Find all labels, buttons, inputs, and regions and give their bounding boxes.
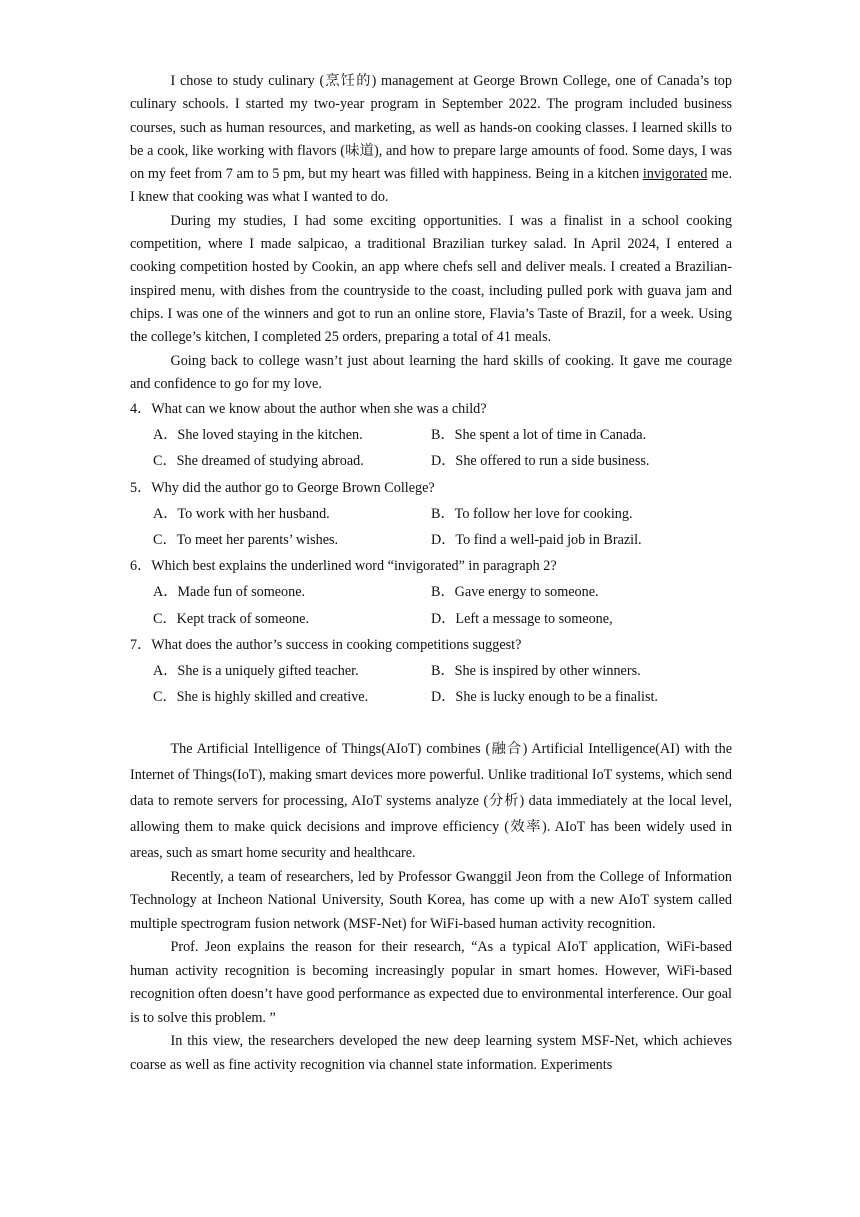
question-stem: 7．What does the author’s success in cooking competitions suggest?	[130, 636, 522, 653]
option-d[interactable]: D．To find a well-paid job in Brazil.	[431, 532, 642, 549]
option-c[interactable]: C．Kept track of someone.	[153, 610, 310, 627]
option-b[interactable]: B．She spent a lot of time in Canada.	[431, 427, 647, 444]
option-c[interactable]: C．She is highly skilled and creative.	[153, 689, 369, 706]
passage2-paragraph-2: Recently, a team of researchers, led by Professor Gwanggil Jeon from the College of Information Technology at Incheon National University, South Korea, has come up with a new AIoT system called multiple spectrogram fusion network (MSF-Net) for WiFi-based human activity recognition.	[130, 868, 732, 932]
option-d[interactable]: D．She offered to run a side business.	[431, 453, 650, 470]
question-5	[130, 475, 732, 554]
section-gap	[130, 711, 732, 736]
question-7	[130, 632, 732, 711]
option-d[interactable]: D．Left a message to someone,	[431, 610, 613, 627]
option-c[interactable]: C．She dreamed of studying abroad.	[153, 453, 364, 470]
question-4	[130, 396, 732, 475]
option-b[interactable]: B．She is inspired by other winners.	[431, 662, 641, 679]
passage2-paragraph-3: Prof. Jeon explains the reason for their research, “As a typical AIoT application, WiFi-based human activity recognition is becoming increasingly popular in smart homes. However, WiFi-based recognition often doesn’t have good performance as expected due to environmental interference. Our goal is to solve this problem. ”	[130, 939, 732, 1026]
question-stem: 5．Why did the author go to George Brown College?	[130, 479, 435, 496]
option-a[interactable]: A．Made fun of someone.	[153, 584, 306, 601]
question-stem: 4．What can we know about the author when she was a child?	[130, 401, 487, 418]
document-page	[130, 70, 732, 1077]
option-b[interactable]: B．To follow her love for cooking.	[431, 505, 633, 522]
passage2-paragraph-1: The Artificial Intelligence of Things(AIoT) combines (融合) Artificial Intelligence(AI) with the Internet of Things(IoT), making smart devices more powerful. Unlike traditional IoT systems, which send data to remote servers for processing, AIoT systems analyze (分析) data immediately at the local level, allowing them to make quick decisions and improve efficiency (效率). AIoT has been widely used in areas, such as smart home security and healthcare.	[130, 740, 732, 861]
passage2-paragraph-4: In this view, the researchers developed the new deep learning system MSF-Net, which achieves coarse as well as fine activity recognition via channel state information. Experiments	[130, 1033, 732, 1073]
passage1-paragraph-1: I chose to study culinary (烹饪的) management at George Brown College, one of Canada’s top culinary schools. I started my two-year program in September 2022. The program included business courses, such as human resources, and marketing, as well as hands-on cooking classes. I learned skills to be a cook, like working with flavors (味道), and how to prepare large amounts of food. Some days, I was on my feet from 7 am to 5 pm, but my heart was filled with happiness. Being in a kitchen invigorated me. I knew that cooking was what I wanted to do.	[130, 73, 732, 206]
question-stem: 6．Which best explains the underlined word “invigorated” in paragraph 2?	[130, 558, 557, 575]
option-a[interactable]: A．She loved staying in the kitchen.	[153, 427, 363, 444]
passage1-paragraph-2: During my studies, I had some exciting opportunities. I was a finalist in a school cooking competition, where I made salpicao, a traditional Brazilian turkey salad. In April 2024, I entered a cooking competition hosted by Cookin, an app where chefs sell and deliver meals. I created a Brazilian-inspired menu, with dishes from the countryside to the coast, including pulled pork with guava jam and chips. I was one of the winners and got to run an online store, Flavia’s Taste of Brazil, for a week. Using the college’s kitchen, I completed 25 orders, preparing a total of 41 meals.	[130, 212, 732, 346]
option-d[interactable]: D．She is lucky enough to be a finalist.	[431, 689, 658, 706]
underlined-word: invigorated	[642, 166, 708, 183]
option-a[interactable]: A．To work with her husband.	[153, 505, 330, 522]
option-a[interactable]: A．She is a uniquely gifted teacher.	[153, 662, 359, 679]
option-c[interactable]: C．To meet her parents’ wishes.	[153, 532, 339, 549]
option-b[interactable]: B．Gave energy to someone.	[431, 584, 599, 601]
question-6	[130, 553, 732, 632]
passage1-paragraph-3: Going back to college wasn’t just about learning the hard skills of cooking. It gave me courage and confidence to go for my love.	[130, 352, 732, 392]
